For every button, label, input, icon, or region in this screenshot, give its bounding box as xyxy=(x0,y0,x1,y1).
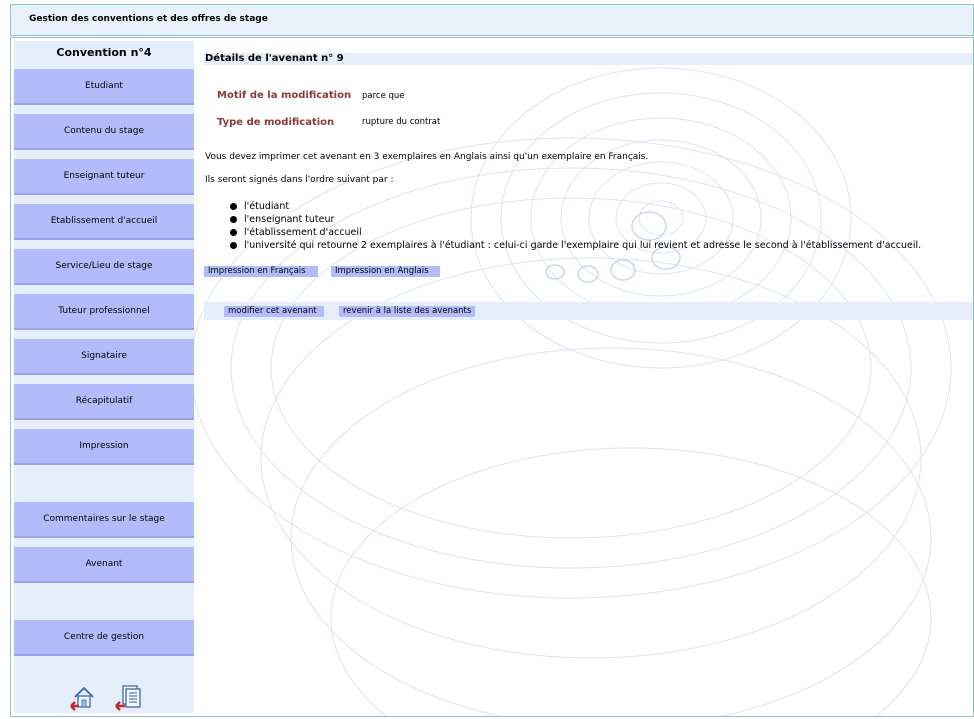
list-item: l'établissement d'accueil xyxy=(244,226,921,239)
sidebar-item-etudiant[interactable]: Etudiant xyxy=(14,69,194,105)
sidebar-item-recapitulatif[interactable]: Récapitulatif xyxy=(14,384,194,420)
app-title: Gestion des conventions et des offres de stage xyxy=(29,14,268,24)
sidebar-item-impression[interactable]: Impression xyxy=(14,429,194,465)
bullet-icon xyxy=(230,203,237,210)
sidebar-item-signataire[interactable]: Signataire xyxy=(14,339,194,375)
home-back-icon[interactable] xyxy=(69,683,97,711)
sidebar xyxy=(14,41,194,713)
sidebar-item-enseignant-tuteur[interactable]: Enseignant tuteur xyxy=(14,159,194,195)
motif-label: Motif de la modification xyxy=(217,90,352,101)
bottom-icons xyxy=(14,683,194,713)
bullet-icon xyxy=(230,229,237,236)
sidebar-item-commentaires[interactable]: Commentaires sur le stage xyxy=(14,502,194,538)
type-label: Type de modification xyxy=(217,117,335,128)
list-item: l'enseignant tuteur xyxy=(244,213,921,226)
content-frame xyxy=(10,37,974,717)
print-english-button[interactable]: Impression en Anglais xyxy=(331,266,440,277)
list-item: l'étudiant xyxy=(244,200,921,213)
convention-title: Convention n°4 xyxy=(56,46,152,59)
main-content xyxy=(204,50,974,710)
avenant-details-title: Détails de l'avenant n° 9 xyxy=(205,53,344,64)
signers-list xyxy=(244,200,921,252)
list-item: l'université qui retourne 2 exemplaires à l'étudiant : celui-ci garde l'exemplaire qui lui revient et adresse le second à l'établissement d'accueil. xyxy=(244,239,921,252)
signing-order-intro: Ils seront signés dans l'ordre suivant par : xyxy=(205,175,394,185)
bullet-icon xyxy=(230,242,237,249)
motif-value: parce que xyxy=(362,91,405,101)
sidebar-item-avenant[interactable]: Avenant xyxy=(14,547,194,583)
type-value: rupture du contrat xyxy=(362,117,441,127)
print-instruction: Vous devez imprimer cet avenant en 3 exemplaires en Anglais ainsi qu'un exemplaire en Français. xyxy=(205,152,649,162)
bullet-icon xyxy=(230,216,237,223)
sidebar-item-centre-de-gestion[interactable]: Centre de gestion xyxy=(14,620,194,656)
sidebar-item-etablissement-accueil[interactable]: Etablissement d'accueil xyxy=(14,204,194,240)
print-french-button[interactable]: Impression en Français xyxy=(204,266,318,277)
modify-avenant-button[interactable]: modifier cet avenant xyxy=(224,306,324,317)
app-header xyxy=(10,4,974,36)
sidebar-item-tuteur-professionnel[interactable]: Tuteur professionnel xyxy=(14,294,194,330)
sidebar-item-service-lieu[interactable]: Service/Lieu de stage xyxy=(14,249,194,285)
back-to-list-button[interactable]: revenir à la liste des avenants xyxy=(339,306,475,317)
sidebar-item-contenu-du-stage[interactable]: Contenu du stage xyxy=(14,114,194,150)
list-back-icon[interactable] xyxy=(114,683,142,711)
